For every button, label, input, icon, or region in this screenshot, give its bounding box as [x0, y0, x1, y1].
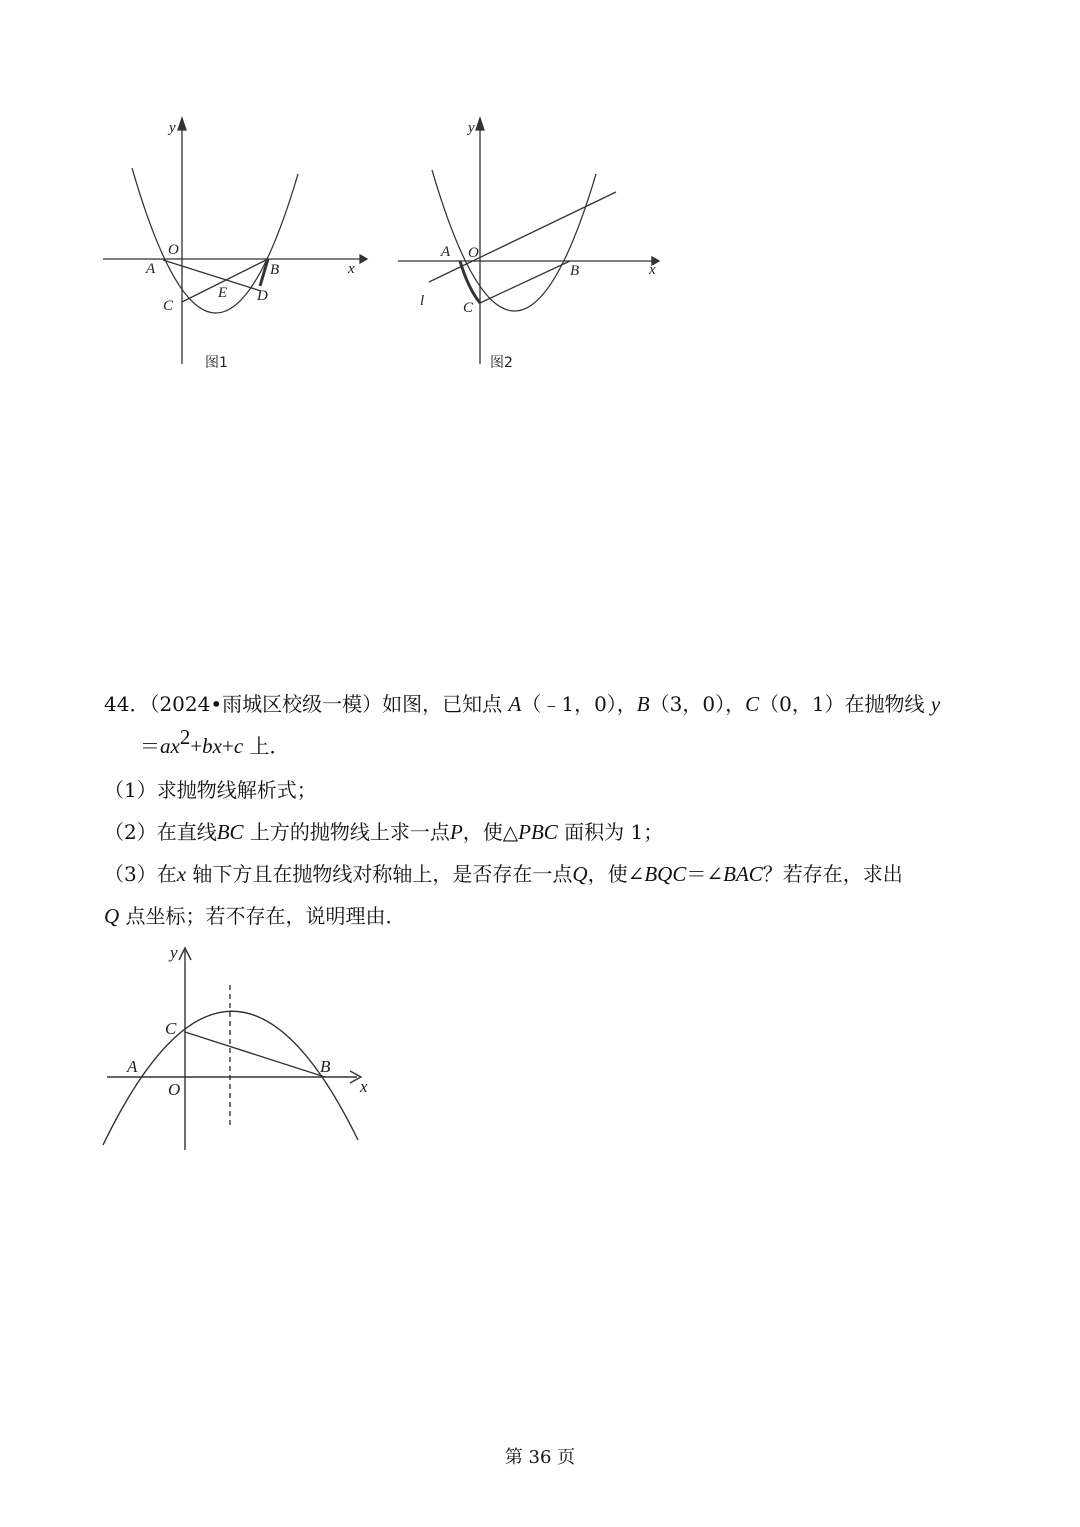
- x-label: x: [649, 262, 656, 278]
- x-label: x: [360, 1077, 368, 1096]
- point-a-text: A: [508, 692, 522, 716]
- eq-plus-2: +: [222, 734, 234, 758]
- q3-part-b: 轴下方且在抛物线对称轴上，是否存在一点: [186, 862, 573, 886]
- y-variable: y: [930, 692, 941, 716]
- x-axis-arrow: [360, 255, 367, 263]
- eq-c: c: [233, 734, 244, 758]
- eq-a: ax: [160, 734, 180, 758]
- point-b-coord: （3，0），: [649, 692, 746, 716]
- q2-part-a: （2）在直线: [104, 820, 217, 844]
- q2-point-p: P: [449, 820, 463, 844]
- q3-part-c: ，使∠: [587, 862, 645, 886]
- figure-3: [95, 940, 385, 1155]
- point-a-label: A: [441, 244, 451, 260]
- line-l: [429, 192, 616, 282]
- q2-part-d: 面积为 1；: [557, 820, 664, 844]
- point-b-label: B: [570, 263, 580, 279]
- question-3-line-1: [104, 864, 1004, 885]
- q3-part-f: 点坐标；若不存在，说明理由．: [119, 904, 406, 928]
- q3-point-q-2: Q: [104, 904, 120, 928]
- point-b-text: B: [636, 692, 650, 716]
- q2-part-b: 上方的抛物线上求一点: [243, 820, 450, 844]
- parabola: [132, 168, 298, 313]
- problem-number: 44．: [104, 692, 150, 716]
- q3-part-a: （3）在: [104, 862, 177, 886]
- eq-exponent: 2: [179, 725, 191, 749]
- question-3-line-2: [104, 906, 1004, 927]
- q3-angle-bac: BAC: [723, 862, 763, 886]
- q3-x: x: [176, 862, 187, 886]
- segment-cb: [480, 261, 570, 303]
- problem-source: （2024•雨城区校级一模）: [149, 692, 383, 716]
- y-label: y: [468, 120, 475, 136]
- segment-cb: [185, 1032, 325, 1077]
- question-2: [104, 822, 1004, 843]
- q3-part-d: ＝∠: [686, 862, 724, 886]
- q3-point-q: Q: [572, 862, 588, 886]
- point-c-text: C: [745, 692, 760, 716]
- point-d-label: D: [257, 288, 268, 304]
- question-1-text: （1）求抛物线解析式；: [104, 778, 317, 802]
- point-b-label: B: [270, 262, 280, 278]
- y-label: y: [169, 120, 176, 136]
- point-o-label: O: [168, 242, 179, 258]
- figure-2-caption: 图2: [490, 355, 513, 371]
- eq-b: bx: [202, 734, 222, 758]
- problem-intro: 如图，已知点: [382, 692, 503, 716]
- y-axis-arrow: [476, 118, 484, 130]
- q3-part-e: ？若存在，求出: [762, 862, 903, 886]
- point-b-label: B: [320, 1057, 331, 1076]
- point-o-label: O: [468, 245, 479, 261]
- problem-44-line-2: [140, 725, 1040, 758]
- eq-suffix: 上．: [243, 734, 290, 758]
- point-c-label: C: [163, 298, 174, 314]
- q3-angle-bqc: BQC: [644, 862, 687, 886]
- x-label: x: [348, 261, 355, 277]
- y-axis-arrow: [178, 118, 186, 130]
- point-a-coord: （﹣1，0），: [521, 692, 637, 716]
- point-a-label: A: [146, 261, 156, 277]
- line-l-label: l: [420, 293, 425, 309]
- point-c-label: C: [165, 1019, 177, 1038]
- figure-2: [390, 110, 670, 380]
- y-label: y: [170, 943, 178, 962]
- problem-44-line-1: [104, 694, 1004, 715]
- q2-part-c: ，使△: [462, 820, 519, 844]
- figure-1: [95, 110, 375, 380]
- page-footer: 第 36 页: [504, 1447, 576, 1468]
- q2-line-bc: BC: [216, 820, 244, 844]
- point-a-label: A: [127, 1057, 138, 1076]
- eq-plus-1: +: [190, 734, 203, 758]
- q2-triangle-pbc: PBC: [518, 820, 558, 844]
- figure-1-caption: 图1: [205, 355, 228, 371]
- point-o-label: O: [168, 1080, 181, 1099]
- question-1: [104, 780, 1004, 800]
- point-c-coord: （0，1）在抛物线: [759, 692, 925, 716]
- equation-equals: ＝: [140, 734, 160, 758]
- point-e-label: E: [218, 285, 228, 301]
- point-c-label: C: [463, 300, 474, 316]
